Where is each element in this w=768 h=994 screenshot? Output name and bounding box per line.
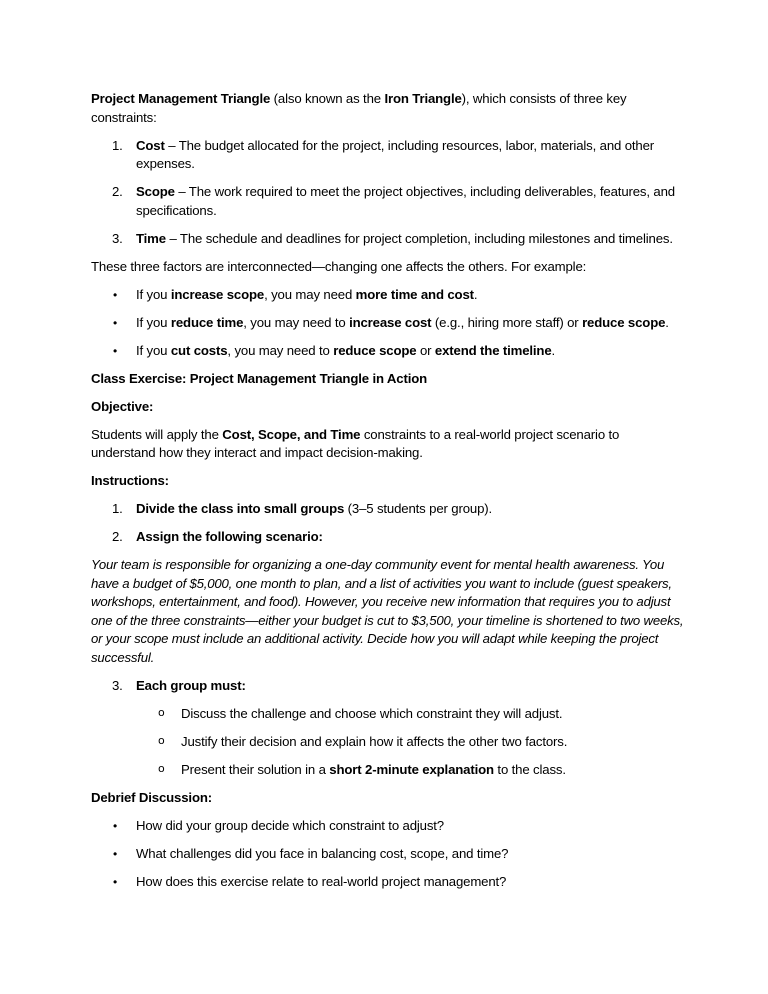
constraints-list (91, 137, 687, 249)
list-number: 3. (112, 230, 123, 246)
list-number: 1. (112, 501, 123, 516)
exercise-heading: Class Exercise: Project Management Triangle in Action (91, 370, 428, 386)
debrief-heading: Debrief Discussion: (91, 790, 212, 806)
bullet-icon: • (113, 343, 118, 358)
example-item: • If you increase scope, you may need more time and cost. (91, 286, 687, 305)
interconnected-paragraph: These three factors are interconnected—changing one affects the others. For example: (91, 258, 587, 274)
intro-title: Project Management Triangle (91, 91, 271, 106)
example-item: • If you reduce time, you may need to increase cost (e.g., hiring more staff) or reduce scope. (91, 314, 687, 333)
group-task-item: o Discuss the challenge and choose which constraint they will adjust. (158, 706, 563, 722)
bullet-icon: • (113, 287, 118, 302)
debrief-question: • How does this exercise relate to real-world project management? (91, 873, 687, 892)
scenario-paragraph: Your team is responsible for organizing a one-day community event for mental health awareness. You have a budget of $5,000, one month to plan, and a list of activities you want to include (guest speakers, workshops, entertainment, and food). However, you receive new information that requires you to adjust one of the three constraints—either your budget is cut to $3,500, your timeline is shortened to two weeks, or your scope must include an additional activity. Decide how you will adapt while keeping the project successful. (91, 557, 684, 665)
instructions-list (91, 500, 687, 547)
instructions-list-continued (91, 677, 687, 696)
constraint-item-time: 3. Time – The schedule and deadlines for project completion, including milestones and timelines. (91, 230, 687, 249)
constraint-term: Scope (136, 184, 175, 199)
bullet-icon: • (113, 819, 118, 834)
example-item: • If you cut costs, you may need to reduce scope or extend the timeline. (91, 342, 687, 361)
group-tasks-list (91, 705, 687, 780)
constraint-item-scope: 2. Scope – The work required to meet the project objectives, including deliverables, features, and specifications. (112, 184, 675, 218)
examples-list (91, 286, 687, 361)
list-number: 2. (112, 184, 123, 199)
constraint-term: Time (136, 230, 166, 246)
objective-paragraph: Students will apply the Cost, Scope, and Time constraints to a real-world project scenario to understand how they interact and impact decision-making. (91, 426, 620, 460)
bullet-icon: • (113, 315, 118, 330)
instructions-label: Instructions: (91, 473, 169, 488)
intro-paragraph: Project Management Triangle (also known as the Iron Triangle), which consists of three key constraints: (91, 91, 627, 125)
hollow-bullet-icon: o (158, 706, 165, 720)
constraint-item-cost: 1. Cost – The budget allocated for the project, including resources, labor, materials, and other expenses. (112, 137, 655, 171)
list-number: 2. (112, 529, 123, 544)
hollow-bullet-icon: o (158, 734, 165, 748)
instruction-step: 2. Assign the following scenario: (91, 528, 687, 547)
constraint-term: Cost (136, 137, 165, 153)
instruction-step: 1. Divide the class into small groups (3–5 students per group). (91, 500, 687, 519)
bullet-icon: • (113, 847, 118, 862)
debrief-questions-list (91, 817, 687, 892)
debrief-question: • How did your group decide which constraint to adjust? (91, 817, 687, 836)
instruction-step: 3. Each group must: (91, 677, 687, 696)
group-task-item: o Present their solution in a short 2-minute explanation to the class. (158, 762, 566, 778)
objective-label: Objective: (91, 398, 154, 414)
iron-triangle-term: Iron Triangle (384, 91, 462, 106)
group-task-item: o Justify their decision and explain how it affects the other two factors. (158, 734, 568, 750)
list-number: 3. (112, 678, 123, 694)
hollow-bullet-icon: o (158, 762, 165, 776)
document-content (91, 90, 687, 901)
bullet-icon: • (113, 875, 118, 890)
list-number: 1. (112, 137, 123, 153)
debrief-question: • What challenges did you face in balancing cost, scope, and time? (91, 845, 687, 864)
